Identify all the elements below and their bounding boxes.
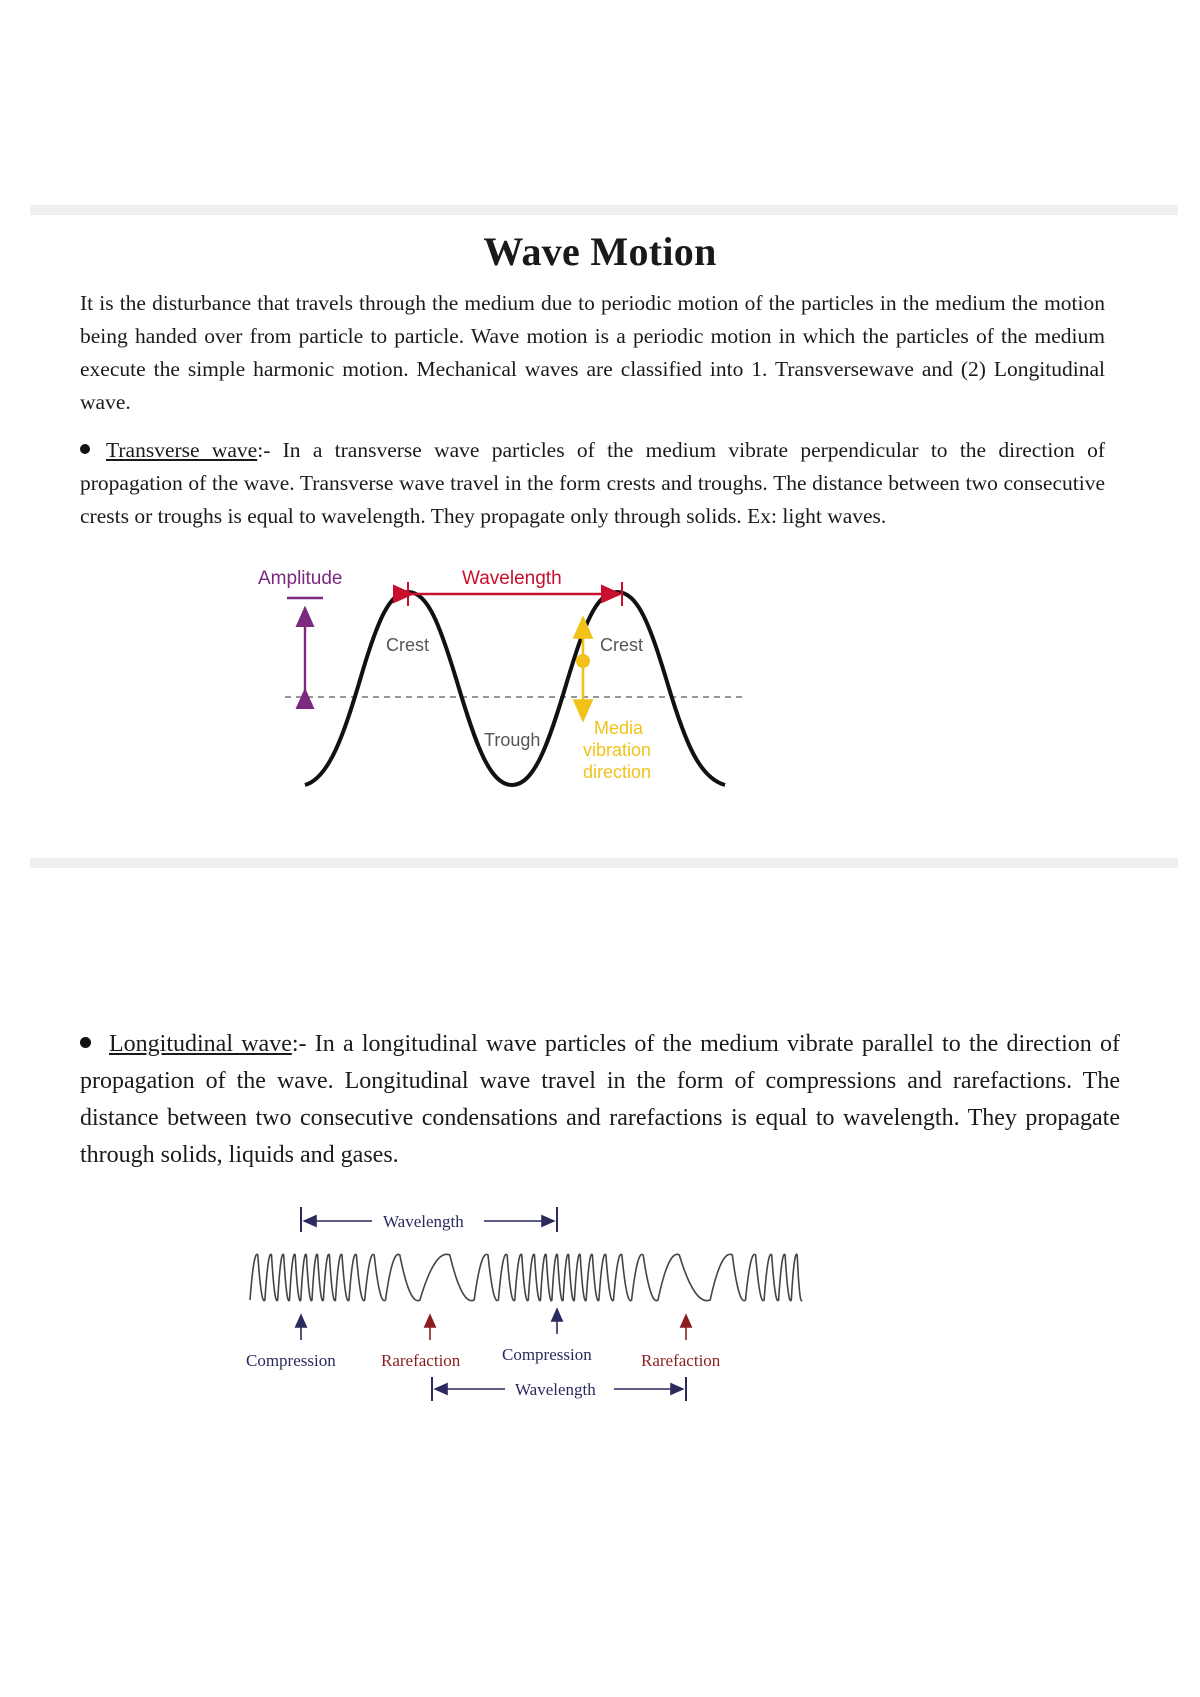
top-wavelength-label: Wavelength: [383, 1212, 464, 1231]
rarefaction-1-label: Rarefaction: [381, 1351, 461, 1370]
longitudinal-spring: [250, 1254, 802, 1300]
compression-2-label: Compression: [502, 1345, 592, 1364]
amplitude-label: Amplitude: [258, 568, 343, 589]
longitudinal-text: In a longitudinal wave particles of the medium vibrate parallel to the direction of propagation of the wave. Longitudinal wave travel in the form of compressions and rarefactions. The distance between two consecutive condensations and rarefactions is equal to wavelength. They propagate through solids, liquids and gases.: [80, 1031, 1120, 1168]
bottom-wavelength-label: Wavelength: [515, 1380, 596, 1399]
crest-right-label: Crest: [600, 635, 644, 655]
media-label-1: Media: [594, 718, 644, 738]
transverse-separator: :-: [257, 438, 271, 462]
crest-left-label: Crest: [386, 635, 430, 655]
page-title: Wave Motion: [483, 229, 717, 274]
wavelength-label: Wavelength: [462, 568, 562, 589]
compression-1-label: Compression: [246, 1351, 336, 1370]
longitudinal-term: Longitudinal wave: [109, 1031, 292, 1057]
transverse-term: Transverse wave: [106, 438, 258, 462]
rarefaction-2-label: Rarefaction: [641, 1351, 721, 1370]
media-label-3: direction: [583, 762, 652, 782]
transverse-text: In a transverse wave particles of the medium vibrate perpendicular to the direction of propagation of the wave. Transverse wave travel in the form crests and troughs. The distance between two consecutive crests or troughs is equal to wavelength. They propagate only through solids. Ex: light waves.: [80, 438, 1105, 528]
intro-paragraph: It is the disturbance that travels through the medium due to periodic motion of the particles in the medium the motion being handed over from particle to particle. Wave motion is a periodic motion in which the particles of the medium execute the simple harmonic motion. Mechanical waves are classified into 1. Transversewave and (2) Longitudinal wave.: [80, 291, 1105, 414]
media-label-2: vibration: [583, 740, 652, 760]
longitudinal-separator: :-: [291, 1031, 307, 1057]
trough-label: Trough: [484, 730, 541, 750]
